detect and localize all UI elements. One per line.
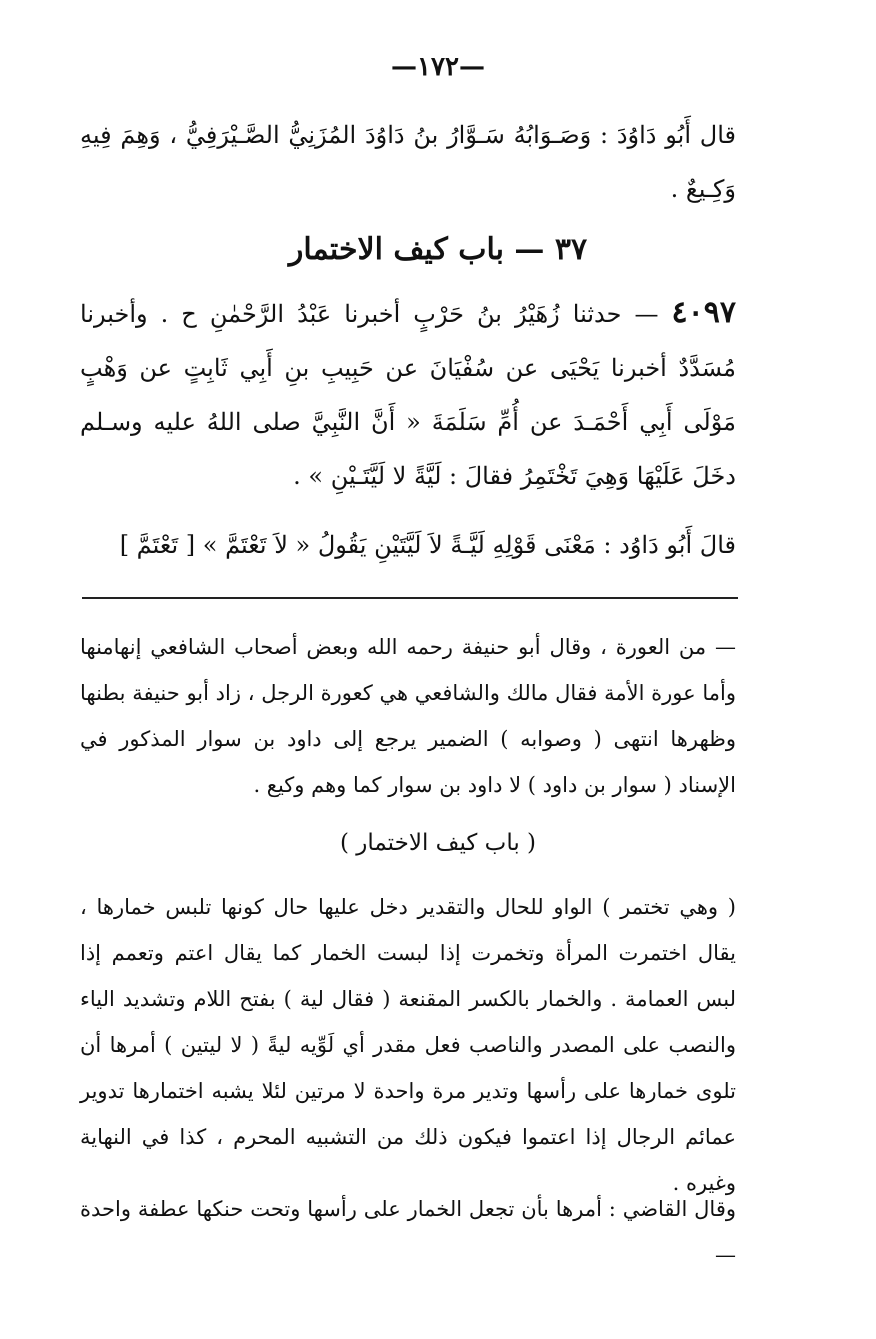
main-paragraph-3	[80, 518, 736, 572]
footnote-divider	[82, 597, 738, 599]
commentary-sub-heading: ( باب كيف الاختمار )	[339, 830, 537, 856]
main-paragraph-3-text: قالَ أَبُو دَاوُد : مَعْنَى قَوْلِهِ لَيَّـةً لاَ لَيَّتَيْنِ يَقُولُ « لاَ تَعْتَمَّ » [ تَعْتَمَّ ]	[119, 531, 736, 559]
commentary-paragraph-3	[80, 1186, 736, 1278]
hadith-paragraph	[80, 286, 736, 503]
hadith-number: ٤٠٩٧	[671, 295, 736, 330]
commentary-paragraph-2	[80, 884, 736, 1206]
commentary-paragraph-2-text: ( وهي تختمر ) الواو للحال والتقدير دخل عليها حال كونها تلبس خمارها ، يقال اختمرت المرأة وتخمرت إذا لبست الخمار كما يقال اعتم وتعمم إذا لبس العمامة . والخمار بالكسر المقنعة ( فقال لية ) بفتح اللام وتشديد الياء والنصب على المصدر والناصب فعل مقدر أي لَوِّيه ليةً ( لا ليتين ) أمرها أن تلوى خمارها على رأسها وتدير مرة واحدة لا مرتين لئلا يشبه اختمارها تدوير عمائم الرجال إذا اعتموا فيكون ذلك من التشبيه المحرم ، كذا في النهاية وغيره .	[80, 895, 736, 1195]
main-paragraph-1	[80, 108, 736, 216]
page-number: —١٧٢—	[391, 52, 485, 82]
main-paragraph-1-text: قال أَبُو دَاوُدَ : وَصَـوَابُهُ سَـوَّارُ بنُ دَاوُدَ المُزَنِيُّ الصَّـيْرَفِيُّ ، وَهِمَ فِيهِ وَكِـيعٌ .	[80, 121, 736, 203]
commentary-paragraph-1-text: — من العورة ، وقال أبو حنيفة رحمه الله وبعض أصحاب الشافعي إنهامنها وأما عورة الأمة فقال مالك والشافعي هي كعورة الرجل ، زاد أبو حنيفة بطنها وظهرها انتهى ( وصوابه ) الضمير يرجع إلى داود بن سوار المذكور في الإسناد ( سوار بن داود ) لا داود بن سوار كما وهم وكيع .	[80, 635, 736, 797]
commentary-paragraph-3-text: وقال القاضي : أمرها بأن تجعل الخمار على رأسها وتحت حنكها عطفة واحدة —	[80, 1197, 736, 1267]
commentary-paragraph-1	[80, 624, 736, 808]
chapter-heading: ٣٧ — باب كيف الاختمار	[288, 232, 588, 267]
hadith-text: — حدثنا زُهَيْرُ بنُ حَرْبٍ أخبرنا عَبْدُ الرَّحْمٰنِ ح . وأخبرنا مُسَدَّدٌ أخبرنا يَحْيَى عن سُفْيَانَ عن حَبِيبِ بنِ أَبِي ثَابِتٍ عن وَهْبٍ مَوْلَى أَبِي أَحْمَـدَ عن أُمِّ سَلَمَةَ « أَنَّ النَّبِيَّ صلى اللهُ عليه وسـلم دخَلَ عَلَيْهَا وَهِيَ تَخْتَمِرُ فقالَ : لَيَّةً لا لَيَّتَـيْنِ » .	[80, 300, 736, 490]
hadith-paragraph-text	[80, 286, 736, 503]
